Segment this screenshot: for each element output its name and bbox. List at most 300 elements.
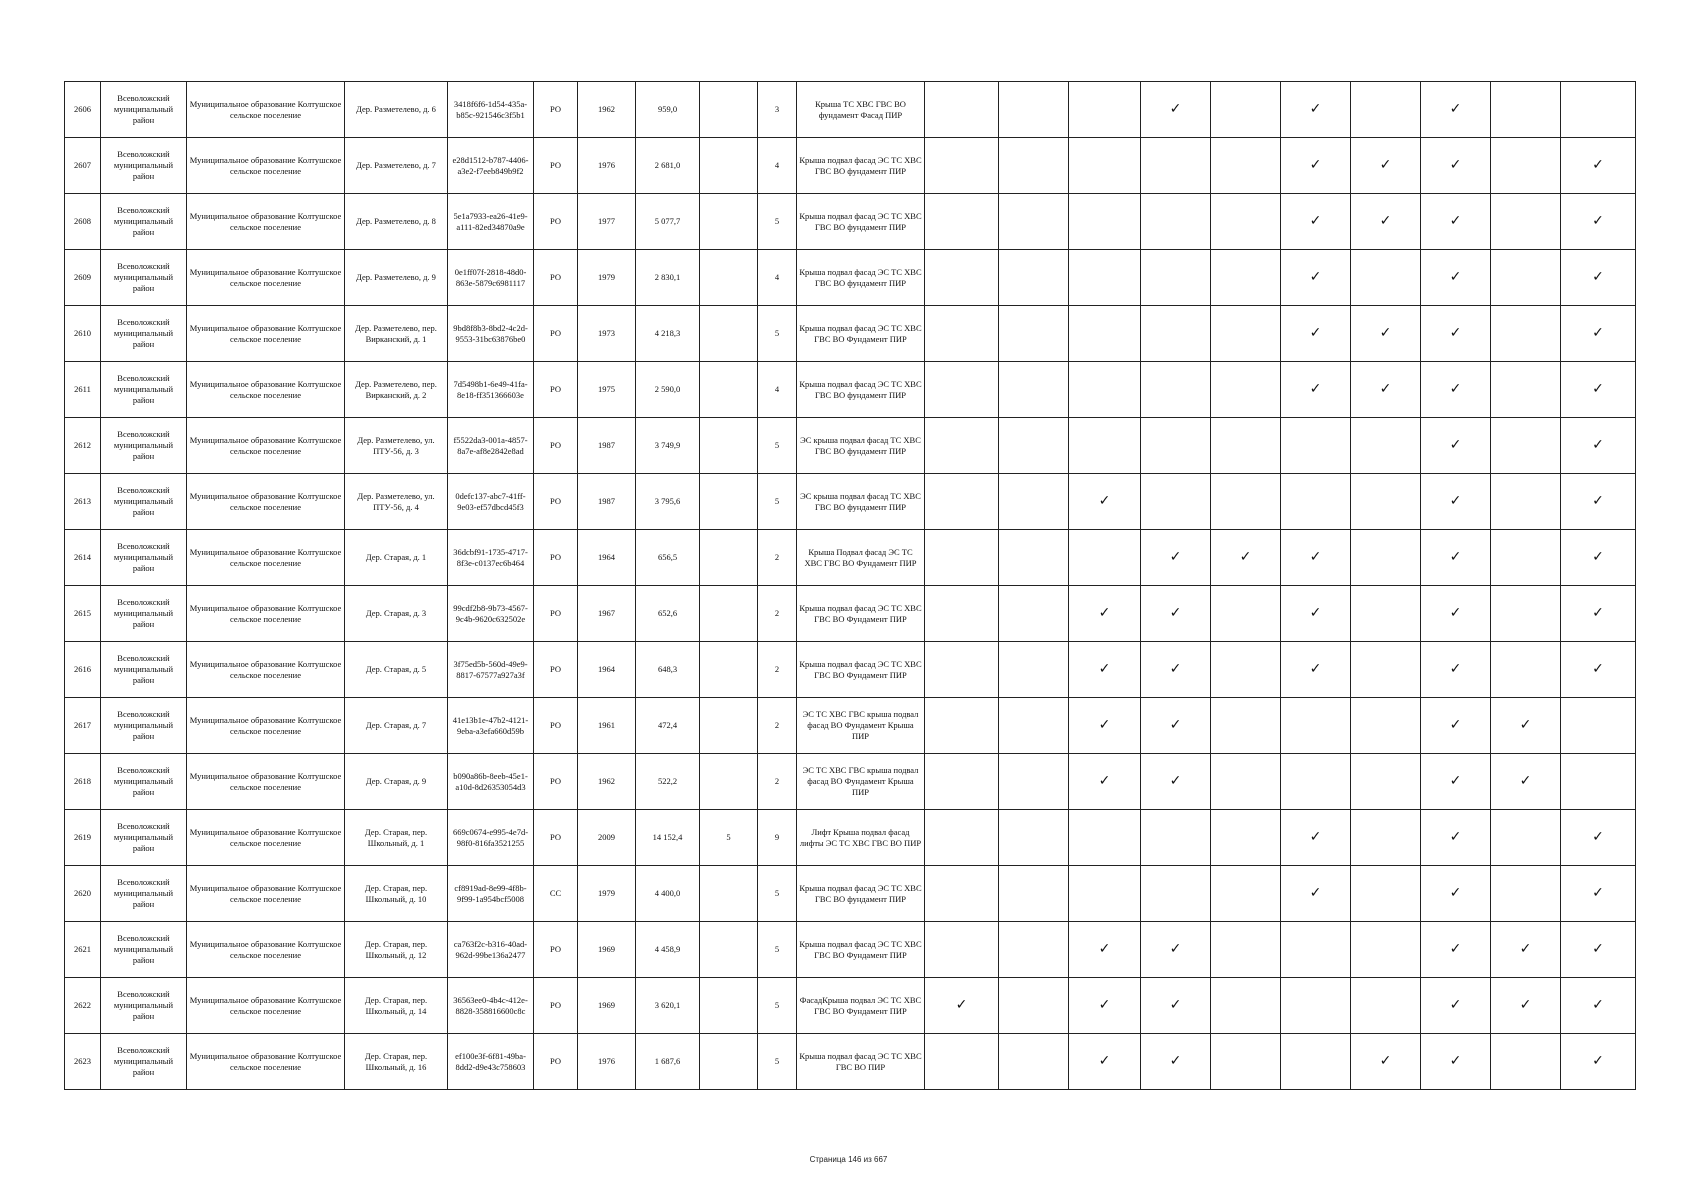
area-cell: 2 681,0	[636, 138, 700, 194]
ownership-cell: РО	[534, 1034, 578, 1090]
work-mark-cell	[999, 754, 1069, 810]
check-mark-icon: ✓	[1449, 941, 1462, 957]
work-mark-cell	[1421, 866, 1491, 922]
row-number: 2615	[65, 586, 101, 642]
guid-cell: f5522da3-001a-4857-8a7e-af8e2842e8ad	[448, 418, 534, 474]
floors-cell: 4	[758, 362, 797, 418]
work-mark-cell	[1069, 194, 1141, 250]
address-cell: Дер. Старая, д. 5	[345, 642, 448, 698]
ownership-cell: РО	[534, 250, 578, 306]
work-mark-cell	[1421, 586, 1491, 642]
work-mark-cell	[1069, 586, 1141, 642]
lift-count-cell	[700, 138, 758, 194]
check-mark-icon: ✓	[1592, 605, 1604, 621]
work-mark-cell	[999, 698, 1069, 754]
ownership-cell: РО	[534, 306, 578, 362]
work-mark-cell	[925, 810, 999, 866]
year-cell: 1964	[578, 530, 636, 586]
row-number: 2611	[65, 362, 101, 418]
work-mark-cell	[1561, 1034, 1636, 1090]
check-mark-icon: ✓	[1519, 997, 1532, 1013]
work-mark-cell	[1351, 194, 1421, 250]
table-row	[65, 362, 1636, 418]
check-mark-icon: ✓	[1449, 213, 1462, 229]
address-cell: Дер. Старая, пер. Школьный, д. 12	[345, 922, 448, 978]
work-mark-cell	[1421, 978, 1491, 1034]
check-mark-icon: ✓	[1449, 381, 1462, 397]
table-row	[65, 530, 1636, 586]
check-mark-icon: ✓	[1169, 997, 1182, 1013]
guid-cell: e28d1512-b787-4406-a3e2-f7eeb849b9f2	[448, 138, 534, 194]
check-mark-icon: ✓	[1098, 941, 1111, 957]
works-cell: Крыша подвал фасад ЭС ТС ХВС ГВС ВО фундамент ПИР	[797, 362, 925, 418]
work-mark-cell	[1069, 250, 1141, 306]
year-cell: 1975	[578, 362, 636, 418]
work-mark-cell	[1211, 530, 1281, 586]
guid-cell: 0e1ff07f-2818-48d0-863e-5879c6981117	[448, 250, 534, 306]
district-cell: Всеволожский муниципальный район	[101, 866, 187, 922]
work-mark-cell	[925, 698, 999, 754]
guid-cell: 3418f6f6-1d54-435a-b85c-921546c3f5b1	[448, 82, 534, 138]
check-mark-icon: ✓	[1592, 661, 1604, 677]
work-mark-cell	[1281, 474, 1351, 530]
floors-cell: 5	[758, 474, 797, 530]
check-mark-icon: ✓	[1309, 269, 1322, 285]
work-mark-cell	[1281, 642, 1351, 698]
table-row	[65, 642, 1636, 698]
work-mark-cell	[1069, 642, 1141, 698]
work-mark-cell	[1351, 138, 1421, 194]
check-mark-icon: ✓	[1309, 605, 1322, 621]
row-number: 2606	[65, 82, 101, 138]
work-mark-cell	[1491, 642, 1561, 698]
works-cell: Крыша подвал фасад ЭС ТС ХВС ГВС ВО фундамент ПИР	[797, 250, 925, 306]
work-mark-cell	[1141, 754, 1211, 810]
settlement-cell: Муниципальное образование Колтушское сельское поселение	[187, 978, 345, 1034]
work-mark-cell	[999, 586, 1069, 642]
work-mark-cell	[1211, 810, 1281, 866]
row-number: 2622	[65, 978, 101, 1034]
address-cell: Дер. Старая, д. 3	[345, 586, 448, 642]
work-mark-cell	[1421, 306, 1491, 362]
check-mark-icon: ✓	[1309, 213, 1322, 229]
area-cell: 522,2	[636, 754, 700, 810]
check-mark-icon: ✓	[1592, 1053, 1604, 1069]
guid-cell: 36dcbf91-1735-4717-8f3e-c0137ec6b464	[448, 530, 534, 586]
work-mark-cell	[1281, 530, 1351, 586]
settlement-cell: Муниципальное образование Колтушское сельское поселение	[187, 810, 345, 866]
work-mark-cell	[1351, 306, 1421, 362]
work-mark-cell	[1421, 474, 1491, 530]
work-mark-cell	[1141, 362, 1211, 418]
check-mark-icon: ✓	[1449, 437, 1462, 453]
work-mark-cell	[1351, 866, 1421, 922]
work-mark-cell	[925, 82, 999, 138]
check-mark-icon: ✓	[1592, 885, 1604, 901]
district-cell: Всеволожский муниципальный район	[101, 418, 187, 474]
check-mark-icon: ✓	[1098, 773, 1111, 789]
work-mark-cell	[1561, 82, 1636, 138]
works-cell: Крыша ТС ХВС ГВС ВО фундамент Фасад ПИР	[797, 82, 925, 138]
lift-count-cell	[700, 474, 758, 530]
work-mark-cell	[1351, 418, 1421, 474]
ownership-cell: РО	[534, 474, 578, 530]
work-mark-cell	[1141, 866, 1211, 922]
work-mark-cell	[1141, 138, 1211, 194]
work-mark-cell	[1281, 306, 1351, 362]
area-cell: 648,3	[636, 642, 700, 698]
work-mark-cell	[999, 810, 1069, 866]
address-cell: Дер. Разметелево, пер. Вирканский, д. 1	[345, 306, 448, 362]
check-mark-icon: ✓	[1379, 157, 1392, 173]
work-mark-cell	[1211, 362, 1281, 418]
work-mark-cell	[1211, 82, 1281, 138]
works-cell: Крыша подвал фасад ЭС ТС ХВС ГВС ВО Фундамент ПИР	[797, 922, 925, 978]
work-mark-cell	[1141, 586, 1211, 642]
year-cell: 1973	[578, 306, 636, 362]
table-row	[65, 474, 1636, 530]
works-cell: Крыша подвал фасад ЭС ТС ХВС ГВС ВО фундамент ПИР	[797, 866, 925, 922]
work-mark-cell	[1281, 978, 1351, 1034]
district-cell: Всеволожский муниципальный район	[101, 306, 187, 362]
work-mark-cell	[1491, 138, 1561, 194]
check-mark-icon: ✓	[1592, 549, 1604, 565]
floors-cell: 5	[758, 306, 797, 362]
ownership-cell: РО	[534, 754, 578, 810]
registry-table	[64, 81, 1636, 1090]
work-mark-cell	[1069, 530, 1141, 586]
work-mark-cell	[999, 530, 1069, 586]
work-mark-cell	[1211, 978, 1281, 1034]
work-mark-cell	[925, 978, 999, 1034]
area-cell: 2 590,0	[636, 362, 700, 418]
work-mark-cell	[1351, 362, 1421, 418]
lift-count-cell: 5	[700, 810, 758, 866]
work-mark-cell	[1351, 698, 1421, 754]
check-mark-icon: ✓	[1592, 437, 1604, 453]
floors-cell: 9	[758, 810, 797, 866]
row-number: 2618	[65, 754, 101, 810]
work-mark-cell	[1069, 754, 1141, 810]
district-cell: Всеволожский муниципальный район	[101, 138, 187, 194]
table-row	[65, 754, 1636, 810]
district-cell: Всеволожский муниципальный район	[101, 754, 187, 810]
works-cell: Крыша подвал фасад ЭС ТС ХВС ГВС ВО Фундамент ПИР	[797, 306, 925, 362]
year-cell: 1977	[578, 194, 636, 250]
address-cell: Дер. Старая, д. 9	[345, 754, 448, 810]
work-mark-cell	[1211, 586, 1281, 642]
check-mark-icon: ✓	[1379, 325, 1392, 341]
works-cell: Крыша подвал фасад ЭС ТС ХВС ГВС ВО Фундамент ПИР	[797, 586, 925, 642]
work-mark-cell	[1351, 82, 1421, 138]
work-mark-cell	[999, 642, 1069, 698]
work-mark-cell	[1491, 586, 1561, 642]
work-mark-cell	[1281, 362, 1351, 418]
work-mark-cell	[999, 306, 1069, 362]
area-cell: 959,0	[636, 82, 700, 138]
table-row	[65, 810, 1636, 866]
district-cell: Всеволожский муниципальный район	[101, 698, 187, 754]
check-mark-icon: ✓	[1449, 661, 1462, 677]
check-mark-icon: ✓	[955, 997, 968, 1013]
table-row	[65, 922, 1636, 978]
year-cell: 2009	[578, 810, 636, 866]
ownership-cell: РО	[534, 82, 578, 138]
check-mark-icon: ✓	[1309, 829, 1322, 845]
work-mark-cell	[1421, 530, 1491, 586]
work-mark-cell	[1281, 698, 1351, 754]
work-mark-cell	[1561, 642, 1636, 698]
area-cell: 4 218,3	[636, 306, 700, 362]
works-cell: Крыша подвал фасад ЭС ТС ХВС ГВС ВО фундамент ПИР	[797, 138, 925, 194]
check-mark-icon: ✓	[1449, 605, 1462, 621]
row-number: 2616	[65, 642, 101, 698]
district-cell: Всеволожский муниципальный район	[101, 642, 187, 698]
work-mark-cell	[925, 418, 999, 474]
work-mark-cell	[1141, 194, 1211, 250]
work-mark-cell	[1211, 250, 1281, 306]
lift-count-cell	[700, 642, 758, 698]
check-mark-icon: ✓	[1309, 157, 1322, 173]
work-mark-cell	[999, 474, 1069, 530]
check-mark-icon: ✓	[1449, 717, 1462, 733]
area-cell: 14 152,4	[636, 810, 700, 866]
check-mark-icon: ✓	[1449, 157, 1462, 173]
row-number: 2617	[65, 698, 101, 754]
guid-cell: cf8919ad-8e99-4f8b-9f99-1a954bcf5008	[448, 866, 534, 922]
year-cell: 1969	[578, 922, 636, 978]
work-mark-cell	[1141, 1034, 1211, 1090]
work-mark-cell	[1069, 418, 1141, 474]
address-cell: Дер. Разметелево, д. 6	[345, 82, 448, 138]
work-mark-cell	[1491, 474, 1561, 530]
check-mark-icon: ✓	[1449, 829, 1462, 845]
work-mark-cell	[1141, 530, 1211, 586]
row-number: 2613	[65, 474, 101, 530]
ownership-cell: РО	[534, 810, 578, 866]
check-mark-icon: ✓	[1309, 885, 1322, 901]
table-row	[65, 866, 1636, 922]
check-mark-icon: ✓	[1098, 661, 1111, 677]
work-mark-cell	[1421, 754, 1491, 810]
work-mark-cell	[1561, 194, 1636, 250]
row-number: 2621	[65, 922, 101, 978]
work-mark-cell	[1491, 754, 1561, 810]
work-mark-cell	[1351, 530, 1421, 586]
work-mark-cell	[925, 1034, 999, 1090]
district-cell: Всеволожский муниципальный район	[101, 362, 187, 418]
work-mark-cell	[1561, 922, 1636, 978]
check-mark-icon: ✓	[1592, 381, 1604, 397]
ownership-cell: РО	[534, 978, 578, 1034]
work-mark-cell	[925, 754, 999, 810]
work-mark-cell	[925, 866, 999, 922]
work-mark-cell	[1351, 810, 1421, 866]
work-mark-cell	[1141, 82, 1211, 138]
check-mark-icon: ✓	[1592, 997, 1604, 1013]
guid-cell: ca763f2c-b316-40ad-962d-99be136a2477	[448, 922, 534, 978]
works-cell: Крыша подвал фасад ЭС ТС ХВС ГВС ВО ПИР	[797, 1034, 925, 1090]
floors-cell: 5	[758, 978, 797, 1034]
work-mark-cell	[925, 138, 999, 194]
guid-cell: 36563ee0-4b4c-412e-8828-358816600c8c	[448, 978, 534, 1034]
work-mark-cell	[1211, 418, 1281, 474]
ownership-cell: РО	[534, 194, 578, 250]
check-mark-icon: ✓	[1449, 997, 1462, 1013]
guid-cell: 7d5498b1-6e49-41fa-8e18-ff351366603e	[448, 362, 534, 418]
work-mark-cell	[1561, 586, 1636, 642]
work-mark-cell	[1141, 978, 1211, 1034]
lift-count-cell	[700, 530, 758, 586]
address-cell: Дер. Разметелево, ул. ПТУ-56, д. 4	[345, 474, 448, 530]
table-row	[65, 82, 1636, 138]
check-mark-icon: ✓	[1449, 1053, 1462, 1069]
work-mark-cell	[925, 250, 999, 306]
ownership-cell: РО	[534, 530, 578, 586]
work-mark-cell	[1561, 866, 1636, 922]
work-mark-cell	[1141, 418, 1211, 474]
row-number: 2619	[65, 810, 101, 866]
check-mark-icon: ✓	[1309, 661, 1322, 677]
work-mark-cell	[1491, 362, 1561, 418]
check-mark-icon: ✓	[1169, 773, 1182, 789]
work-mark-cell	[1069, 306, 1141, 362]
work-mark-cell	[1281, 754, 1351, 810]
ownership-cell: РО	[534, 698, 578, 754]
settlement-cell: Муниципальное образование Колтушское сельское поселение	[187, 250, 345, 306]
check-mark-icon: ✓	[1519, 773, 1532, 789]
lift-count-cell	[700, 754, 758, 810]
work-mark-cell	[1561, 362, 1636, 418]
work-mark-cell	[1211, 138, 1281, 194]
work-mark-cell	[1491, 1034, 1561, 1090]
check-mark-icon: ✓	[1309, 549, 1322, 565]
area-cell: 5 077,7	[636, 194, 700, 250]
works-cell: Лифт Крыша подвал фасад лифты ЭС ТС ХВС ГВС ВО ПИР	[797, 810, 925, 866]
lift-count-cell	[700, 418, 758, 474]
guid-cell: 669c0674-e995-4e7d-98f0-816fa3521255	[448, 810, 534, 866]
district-cell: Всеволожский муниципальный район	[101, 474, 187, 530]
address-cell: Дер. Старая, д. 1	[345, 530, 448, 586]
check-mark-icon: ✓	[1592, 941, 1604, 957]
ownership-cell: РО	[534, 138, 578, 194]
work-mark-cell	[1141, 810, 1211, 866]
work-mark-cell	[999, 418, 1069, 474]
lift-count-cell	[700, 82, 758, 138]
table-row	[65, 586, 1636, 642]
work-mark-cell	[1491, 82, 1561, 138]
lift-count-cell	[700, 194, 758, 250]
table-body	[65, 82, 1636, 1090]
floors-cell: 5	[758, 922, 797, 978]
work-mark-cell	[925, 306, 999, 362]
work-mark-cell	[1491, 810, 1561, 866]
work-mark-cell	[1491, 530, 1561, 586]
work-mark-cell	[1281, 922, 1351, 978]
address-cell: Дер. Разметелево, ул. ПТУ-56, д. 3	[345, 418, 448, 474]
area-cell: 4 400,0	[636, 866, 700, 922]
work-mark-cell	[1351, 754, 1421, 810]
table-row	[65, 194, 1636, 250]
year-cell: 1961	[578, 698, 636, 754]
table-row	[65, 1034, 1636, 1090]
guid-cell: 99cdf2b8-9b73-4567-9c4b-9620c632502e	[448, 586, 534, 642]
check-mark-icon: ✓	[1169, 549, 1182, 565]
floors-cell: 2	[758, 754, 797, 810]
year-cell: 1976	[578, 1034, 636, 1090]
work-mark-cell	[1491, 866, 1561, 922]
address-cell: Дер. Старая, пер. Школьный, д. 16	[345, 1034, 448, 1090]
guid-cell: ef100e3f-6f81-49ba-8dd2-d9e43c758603	[448, 1034, 534, 1090]
check-mark-icon: ✓	[1098, 1053, 1111, 1069]
work-mark-cell	[925, 474, 999, 530]
guid-cell: 41e13b1e-47b2-4121-9eba-a3efa660d59b	[448, 698, 534, 754]
work-mark-cell	[1491, 306, 1561, 362]
work-mark-cell	[1351, 922, 1421, 978]
row-number: 2607	[65, 138, 101, 194]
check-mark-icon: ✓	[1309, 101, 1322, 117]
area-cell: 656,5	[636, 530, 700, 586]
works-cell: Крыша подвал фасад ЭС ТС ХВС ГВС ВО Фундамент ПИР	[797, 642, 925, 698]
address-cell: Дер. Разметелево, д. 7	[345, 138, 448, 194]
district-cell: Всеволожский муниципальный район	[101, 586, 187, 642]
work-mark-cell	[1421, 194, 1491, 250]
guid-cell: 9bd8f8b3-8bd2-4c2d-9553-31bc63876be0	[448, 306, 534, 362]
work-mark-cell	[1421, 250, 1491, 306]
check-mark-icon: ✓	[1449, 549, 1462, 565]
check-mark-icon: ✓	[1592, 325, 1604, 341]
year-cell: 1979	[578, 866, 636, 922]
year-cell: 1964	[578, 642, 636, 698]
ownership-cell: СС	[534, 866, 578, 922]
lift-count-cell	[700, 306, 758, 362]
area-cell: 1 687,6	[636, 1034, 700, 1090]
lift-count-cell	[700, 586, 758, 642]
year-cell: 1969	[578, 978, 636, 1034]
floors-cell: 4	[758, 138, 797, 194]
row-number: 2610	[65, 306, 101, 362]
work-mark-cell	[1281, 250, 1351, 306]
year-cell: 1967	[578, 586, 636, 642]
floors-cell: 5	[758, 418, 797, 474]
work-mark-cell	[1211, 754, 1281, 810]
lift-count-cell	[700, 866, 758, 922]
table-row	[65, 978, 1636, 1034]
lift-count-cell	[700, 362, 758, 418]
work-mark-cell	[1351, 978, 1421, 1034]
work-mark-cell	[1561, 754, 1636, 810]
ownership-cell: РО	[534, 922, 578, 978]
work-mark-cell	[1421, 922, 1491, 978]
address-cell: Дер. Старая, пер. Школьный, д. 10	[345, 866, 448, 922]
work-mark-cell	[1351, 1034, 1421, 1090]
lift-count-cell	[700, 698, 758, 754]
area-cell: 3 620,1	[636, 978, 700, 1034]
area-cell: 2 830,1	[636, 250, 700, 306]
table-row	[65, 306, 1636, 362]
settlement-cell: Муниципальное образование Колтушское сельское поселение	[187, 530, 345, 586]
work-mark-cell	[999, 194, 1069, 250]
table-row	[65, 418, 1636, 474]
work-mark-cell	[1561, 810, 1636, 866]
check-mark-icon: ✓	[1309, 325, 1322, 341]
work-mark-cell	[1421, 642, 1491, 698]
year-cell: 1962	[578, 82, 636, 138]
work-mark-cell	[1491, 194, 1561, 250]
works-cell: ЭС ТС ХВС ГВС крыша подвал фасад ВО Фундамент Крыша ПИР	[797, 754, 925, 810]
district-cell: Всеволожский муниципальный район	[101, 978, 187, 1034]
work-mark-cell	[1069, 978, 1141, 1034]
